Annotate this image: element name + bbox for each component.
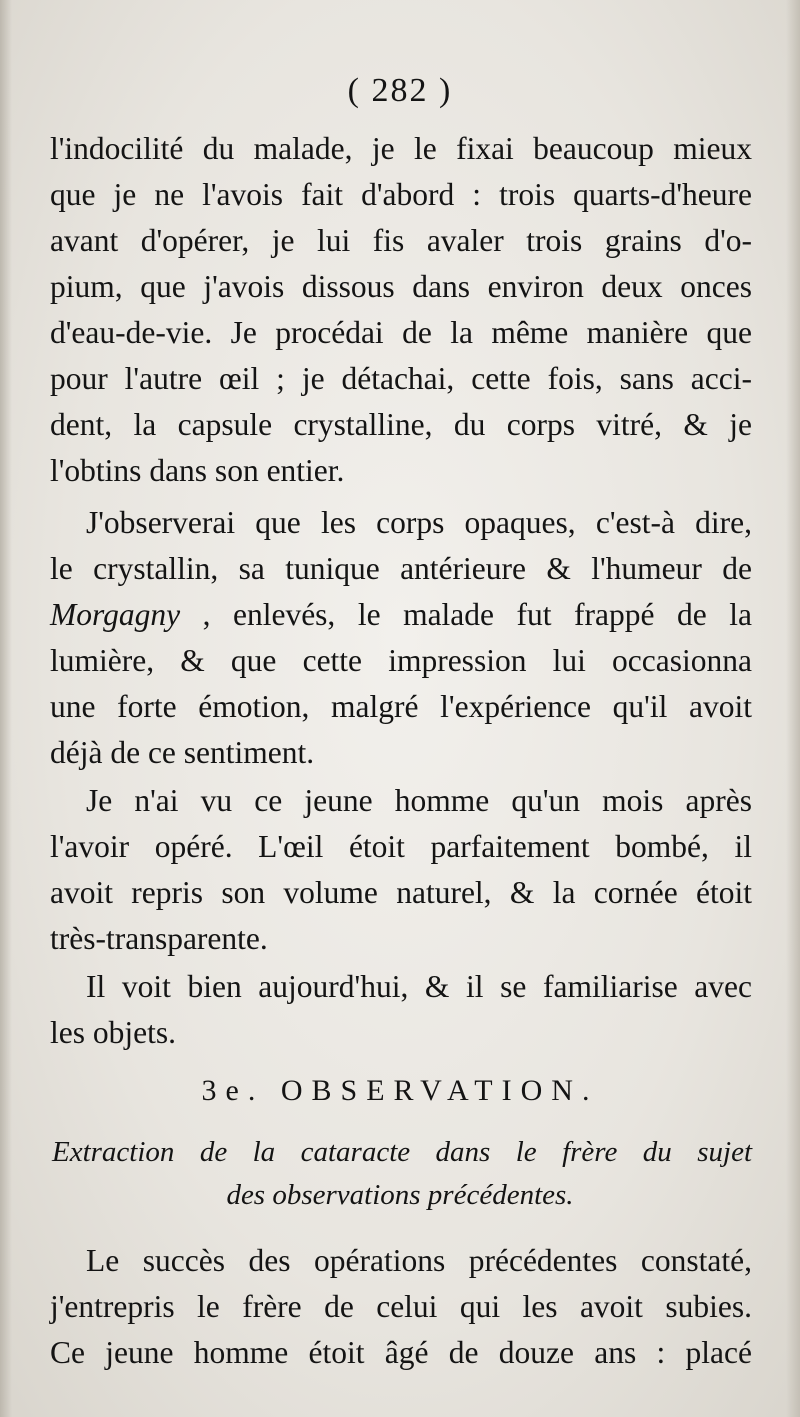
text-line: avoit repris son volume naturel, & la cornée étoit — [50, 875, 752, 910]
text-line: Le succès des opérations précédentes constaté, — [86, 1243, 752, 1278]
text-line: le crystallin, sa tunique antérieure & l'humeur de — [50, 551, 752, 586]
text-line: l'obtins dans son entier. — [50, 453, 345, 488]
text-line: déjà de ce sentiment. — [50, 735, 315, 770]
text-line: Ce jeune homme étoit âgé de douze ans : placé — [50, 1335, 752, 1370]
text-line: les objets. — [50, 1015, 176, 1050]
text-line: dent, la capsule crystalline, du corps vitré, & je — [50, 407, 752, 442]
text-line: Je n'ai vu ce jeune homme qu'un mois après — [86, 783, 752, 818]
text-line: l'avoir opéré. L'œil étoit parfaitement bombé, il — [50, 829, 752, 864]
page-number: ( 282 ) — [347, 72, 453, 109]
text-line: que je ne l'avois fait d'abord : trois quarts-d'heure — [50, 177, 752, 212]
subtitle-line: Extraction de la cataracte dans le frère du sujet — [52, 1136, 752, 1168]
observation-heading: 3e. OBSERVATION. — [201, 1074, 599, 1107]
text-line: avant d'opérer, je lui fis avaler trois grains d'o- — [50, 223, 752, 258]
text-line: Il voit bien aujourd'hui, & il se familiarise avec — [86, 969, 752, 1004]
text-line: d'eau-de-vie. Je procédai de la même manière que — [50, 315, 752, 350]
text-line: l'indocilité du malade, je le fixai beaucoup mieux — [50, 131, 752, 166]
subtitle-line: des observations précédentes. — [226, 1179, 574, 1211]
text-line: lumière, & que cette impression lui occasionna — [50, 643, 752, 678]
text-line: une forte émotion, malgré l'expérience qu'il avoit — [50, 689, 752, 724]
text-line: j'entrepris le frère de celui qui les avoit subies. — [50, 1289, 752, 1324]
text-line: pour l'autre œil ; je détachai, cette fois, sans acci- — [50, 361, 752, 396]
text-line: très-transparente. — [50, 921, 268, 956]
text-line: pium, que j'avois dissous dans environ deux onces — [50, 269, 752, 304]
text-line-rest: , enlevés, le malade fut frappé de la — [180, 597, 752, 632]
text-line-with-italic — [50, 592, 752, 638]
text-line: J'observerai que les corps opaques, c'est-à dire, — [86, 505, 752, 540]
italic-name: Morgagny — [50, 597, 181, 632]
